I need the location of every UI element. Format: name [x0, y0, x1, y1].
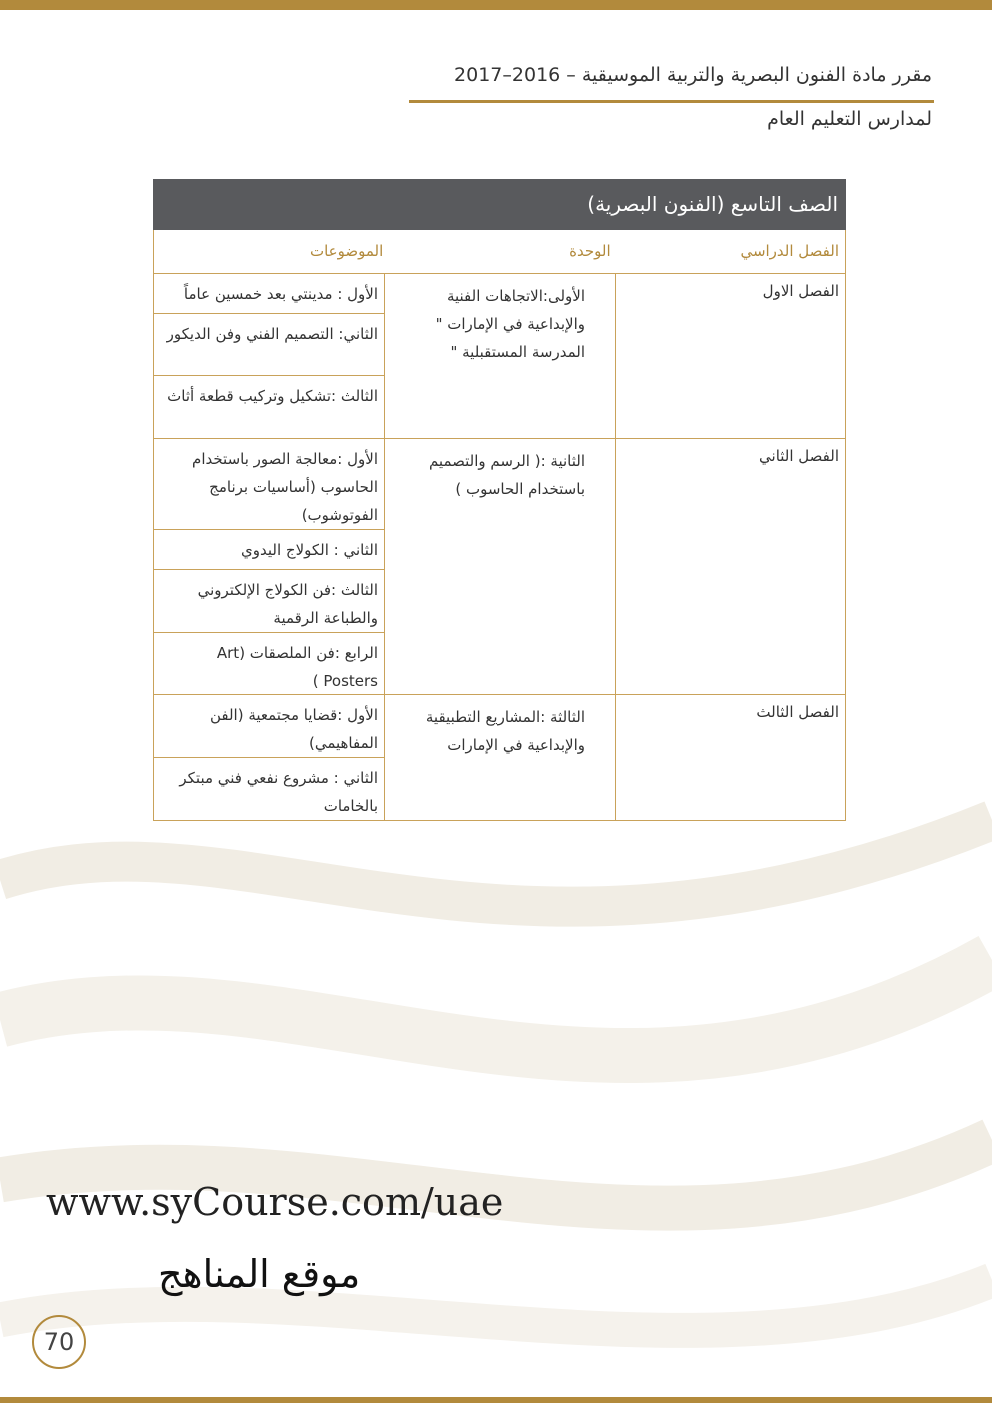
header-unit: الوحدة — [569, 242, 611, 260]
semester-cell: الفصل الثالث — [615, 695, 845, 820]
topics-cell — [154, 274, 384, 438]
header-topics: الموضوعات — [309, 242, 384, 260]
course-subtitle: لمدارس التعليم العام — [767, 108, 932, 130]
bottom-accent-bar — [0, 1397, 992, 1403]
header-rule — [409, 100, 934, 103]
unit-cell: الأولى:الاتجاهات الفنية والإبداعية في الإمارات " المدرسة المستقبلية " — [384, 274, 615, 438]
topic-item: الأول :معالجة الصور باستخدام الحاسوب (أساسيات برنامج الفوتوشوب) — [154, 439, 384, 530]
topic-item: الثالث :فن الكولاج الإلكتروني والطباعة الرقمية — [154, 570, 384, 633]
table-row — [153, 439, 846, 695]
topic-item: الثالث :تشكيل وتركيب قطعة أثاث — [167, 387, 378, 405]
background-swoosh-decoration — [0, 760, 992, 1400]
topic-item: الرابع :فن الملصقات (Art Posters ) — [216, 644, 378, 690]
site-url: www.syCourse.com/uae — [46, 1180, 504, 1224]
unit-cell: الثانية :( الرسم والتصميم باستخدام الحاسوب ) — [384, 439, 615, 694]
unit-cell: الثالثة :المشاريع التطبيقية والإبداعية في الإمارات — [384, 695, 615, 820]
header-semester: الفصل الدراسي — [740, 242, 839, 260]
table-row — [153, 274, 846, 439]
topics-cell — [154, 695, 384, 820]
course-title: مقرر مادة الفنون البصرية والتربية الموسيقية – 2016–2017 — [454, 64, 932, 86]
semester-cell: الفصل الثاني — [615, 439, 845, 694]
topic-item: الثاني : مشروع نفعي فني مبتكر بالخامات — [179, 769, 378, 815]
site-name: موقع المناهج — [158, 1252, 361, 1296]
topic-item: الأول : مدينتي بعد خمسين عاماً — [154, 274, 384, 314]
page-number: 70 — [32, 1315, 86, 1369]
table-header-row — [153, 230, 846, 274]
topics-cell — [154, 439, 384, 694]
topic-item: الأول :قضايا مجتمعية (الفن المفاهيمي) — [154, 695, 384, 758]
table-title: الصف التاسع (الفنون البصرية) — [153, 179, 846, 230]
top-accent-bar — [0, 0, 992, 10]
topic-item: الثاني: التصميم الفني وفن الديكور — [154, 314, 384, 376]
semester-cell: الفصل الاول — [615, 274, 845, 438]
table-row — [153, 695, 846, 821]
curriculum-table — [153, 179, 846, 821]
topic-item: الثاني : الكولاج اليدوي — [154, 530, 384, 570]
